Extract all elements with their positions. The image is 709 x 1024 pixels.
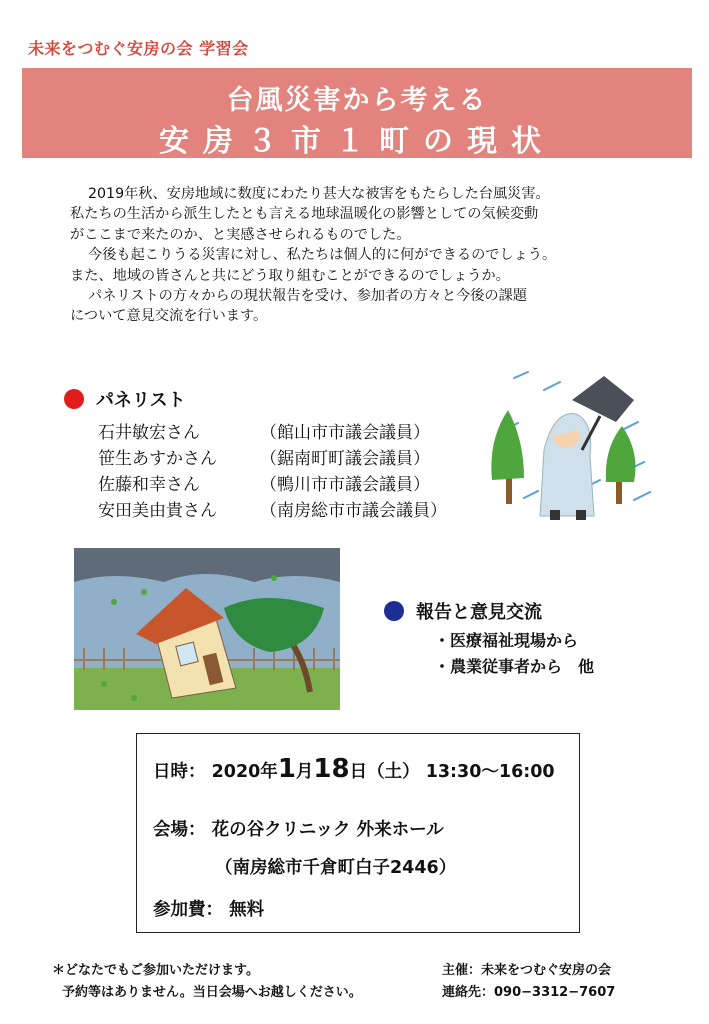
right-tree <box>606 426 636 504</box>
date-day: 18 <box>313 754 350 784</box>
person-in-raincoat <box>540 414 594 520</box>
panelist-role: （鴨川市市議会議員） <box>260 475 430 495</box>
list-item <box>98 420 447 446</box>
host-label: 主催：未来をつむぐ安房の会 <box>442 963 612 978</box>
date-day-unit: 日（土） <box>349 762 420 782</box>
title-line-1: 台風災害から考える <box>226 85 488 116</box>
intro-line: 2019年秋、安房地域に数度にわたり甚大な被害をもたらした台風災害。 <box>88 186 550 202</box>
report-list <box>434 628 594 680</box>
footer-contact <box>442 960 615 1004</box>
list-item <box>98 446 447 472</box>
list-item: ・農業従事者から 他 <box>434 657 595 676</box>
footer-note <box>52 960 362 1004</box>
panelist-role: （館山市市議会議員） <box>260 423 430 443</box>
event-fee-row <box>153 896 264 921</box>
storm-house-illustration <box>74 548 340 710</box>
left-tree <box>491 410 524 504</box>
panelist-role: （南房総市市議会議員） <box>260 501 447 521</box>
date-month-unit: 月 <box>295 762 314 782</box>
red-bullet-icon <box>64 389 84 409</box>
intro-line: また、地域の皆さんと共にどう取り組むことができるのでしょうか。 <box>70 267 510 284</box>
event-date-row <box>153 754 555 784</box>
date-year: 2020年 <box>211 762 278 782</box>
event-venue-row <box>153 816 444 841</box>
intro-line: パネリストの方々からの現状報告を受け、参加者の方々と今後の課題 <box>88 288 527 305</box>
intro-line: 私たちの生活から派生したとも言える地球温暖化の影響としての気候変動 <box>70 206 539 223</box>
fee-value: 無料 <box>229 900 265 920</box>
intro-line: 今後も起こりうる災害に対し、私たちは個人的に何ができるのでしょう。 <box>88 247 557 264</box>
footer-note-line: ＊どなたでもご参加いただけます。 <box>52 963 259 978</box>
intro-text <box>70 184 670 327</box>
panelist-list <box>98 420 447 524</box>
list-item <box>98 472 447 498</box>
intro-line: について意見交流を行います。 <box>70 308 268 325</box>
intro-line: がここまで来たのか、と実感させられるものでした。 <box>70 226 411 243</box>
venue-address: （南房総市千倉町白子2446） <box>215 858 457 878</box>
report-heading-label: 報告と意見交流 <box>416 602 542 623</box>
panelist-name: 佐藤和幸さん <box>98 475 200 495</box>
panelist-role: （鋸南町町議会議員） <box>260 449 430 469</box>
panelist-name: 安田美由貴さん <box>98 501 217 521</box>
panelist-name: 笹生あすかさん <box>98 449 217 469</box>
title-line-2: 安房３市１町の現状 <box>159 124 555 159</box>
panelist-heading-label: パネリスト <box>96 390 186 411</box>
date-label: 日時： <box>153 762 206 782</box>
panelist-heading <box>64 386 186 412</box>
contact-phone: 連絡先：090−3312−7607 <box>442 985 616 1000</box>
blue-bullet-icon <box>384 601 404 621</box>
title-banner <box>22 68 692 158</box>
organizer-heading: 未来をつむぐ安房の会 学習会 <box>28 39 249 58</box>
storm-person-illustration <box>484 370 654 524</box>
footer-note-line: 予約等はありません。当日会場へお越しください。 <box>62 985 362 1000</box>
date-time: 13:30～16:00 <box>425 762 555 782</box>
date-month: 1 <box>277 754 296 784</box>
event-info-box <box>136 733 580 933</box>
venue-name: 花の谷クリニック 外来ホール <box>211 820 444 840</box>
fee-label: 参加費： <box>153 900 223 920</box>
report-heading <box>384 598 542 624</box>
list-item: ・医療福祉現場から <box>434 631 579 650</box>
list-item <box>98 498 447 524</box>
panelist-name: 石井敏宏さん <box>98 423 200 443</box>
venue-label: 会場： <box>153 820 206 840</box>
